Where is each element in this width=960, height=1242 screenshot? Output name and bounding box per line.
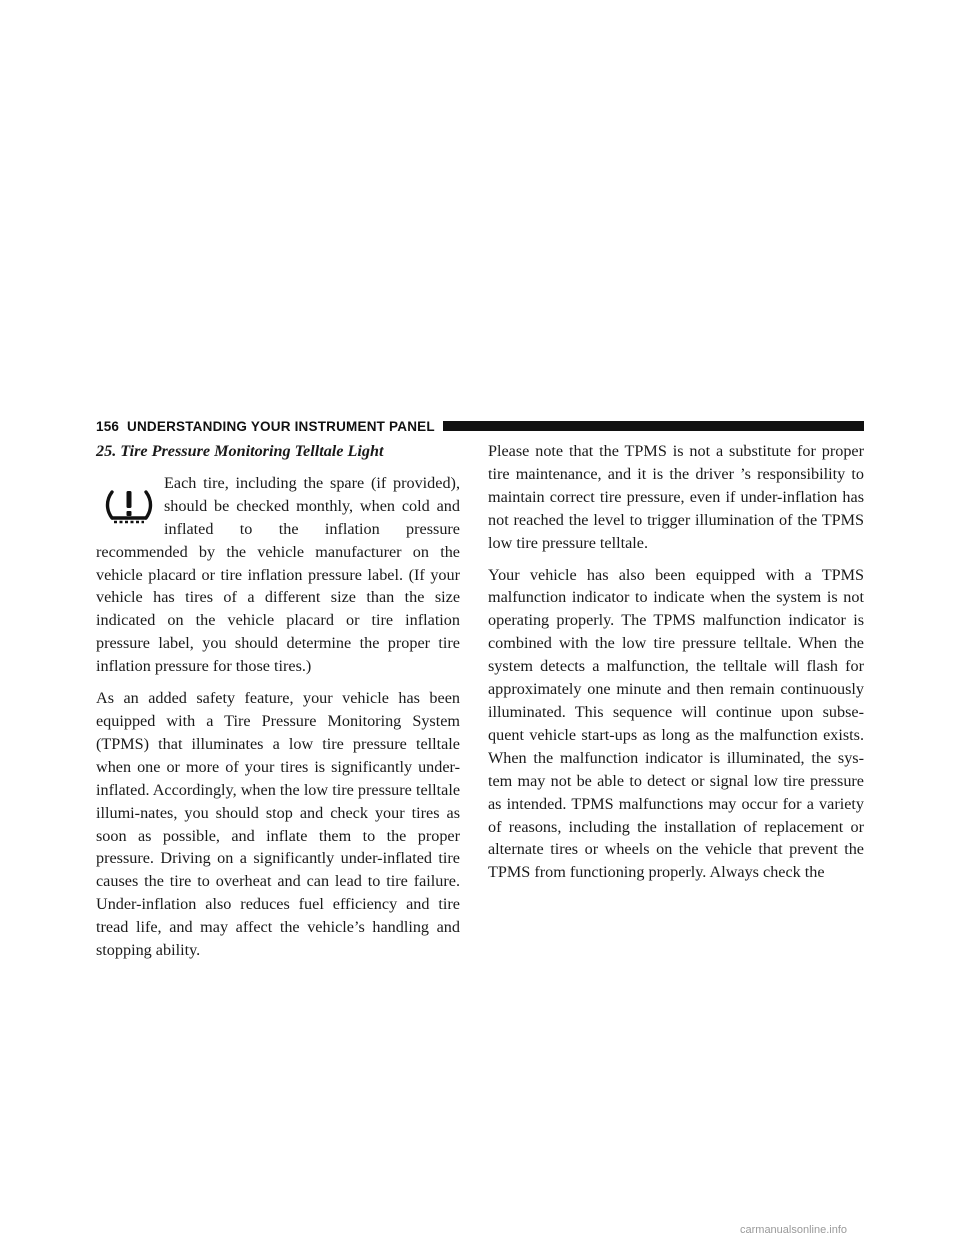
left-column <box>96 440 460 971</box>
icon-paragraph <box>96 472 460 678</box>
section-heading: 25. Tire Pressure Monitoring Telltale Light <box>96 442 384 460</box>
section-title: UNDERSTANDING YOUR INSTRUMENT PANEL <box>127 418 435 434</box>
page-header-text <box>96 419 435 434</box>
right-column <box>488 440 864 893</box>
paragraph-2: As an added safety feature, your vehicle has been equipped with a Tire Pressure Monitoring System (TPMS) that illuminates a low tire pressure telltale when one or more of your tires is significantly under-inflated. Accordingly, when the low tire pressure telltale illumi-nates, you should stop and check your tires as soon as possible, and inflate them to the proper pressure. Driving on a significantly under-inflated tire causes the tire to overheat and can lead to tire failure. Under-inflation also reduces fuel efficiency and tire tread life, and may affect the vehicle’s handling and stopping ability. <box>96 689 460 960</box>
paragraph-4: Your vehicle has also been equipped with a TPMS malfunction indicator to indicate when the system is not operating properly. The TPMS malfunction indicator is combined with the low tire pressure telltale. When the system detects a malfunction, the telltale will flash for approximately one minute and then remain continuously illuminated. This sequence will continue upon subse-quent vehicle start-ups as long as the malfunction exists. When the malfunction indicator is illuminated, the sys-tem may not be able to detect or signal low tire pressure as intended. TPMS malfunctions may occur for a variety of reasons, including the installation of replacement or alternate tires or wheels on the vehicle that prevent the TPMS from functioning properly. Always check the <box>488 565 864 882</box>
watermark: carmanualsonline.info <box>740 1224 848 1236</box>
header-rule <box>443 421 864 431</box>
paragraph-3: Please note that the TPMS is not a substitute for proper tire maintenance, and it is the driver ’s responsibility to maintain correct tire pressure, even if under-inflation has not reached the level to trigger illumination of the TPMS low tire pressure telltale. <box>488 442 864 552</box>
tire-pressure-warning-icon <box>100 478 158 538</box>
paragraph-1: Each tire, including the spare (if provided), should be checked monthly, when cold and inflated to the inflation pressure recommended by the vehicle manufacturer on the vehicle placard or tire inflation pressure label. (If your vehicle has tires of a different size than the size indicated on the vehicle placard or tire inflation pressure label, you should determine the proper tire inflation pressure for those tires.) <box>96 473 460 676</box>
page-header <box>96 416 864 436</box>
page-number: 156 <box>96 418 120 434</box>
